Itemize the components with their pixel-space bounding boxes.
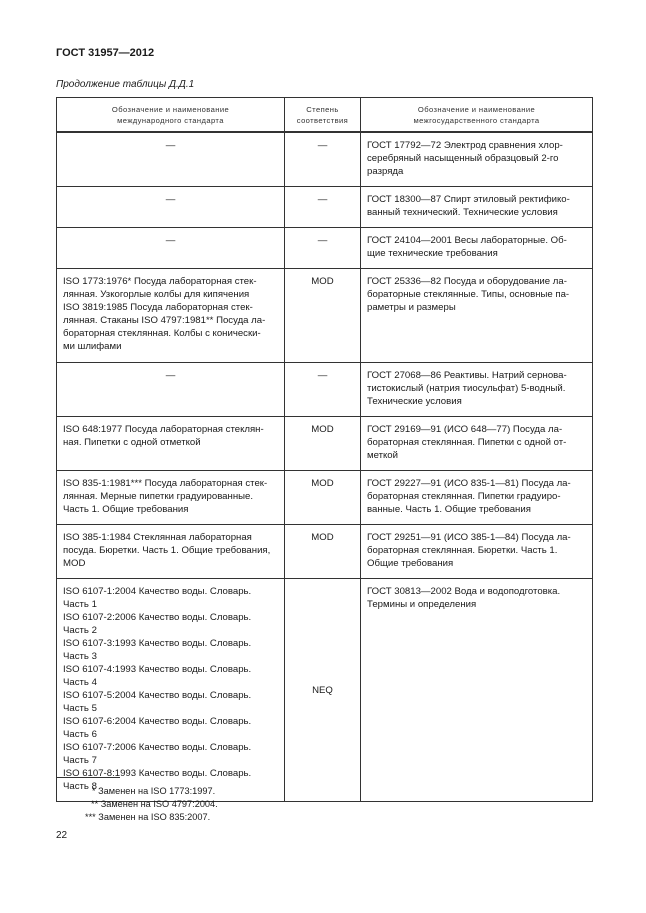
page-number: 22 [56,830,68,841]
cell-degree: — [285,187,361,228]
cell-degree: MOD [285,269,361,363]
cell-gost-standard: ГОСТ 29227—91 (ИСО 835-1—81) Посуда ла- бораторная стеклянная. Пипетки градуиро- ванные. Часть 1. Общие требования [361,471,593,525]
table-row [57,269,593,363]
footnote-2: ** Заменен на ISO 4797:2004. [91,799,218,809]
cell-intl-standard: ISO 648:1977 Посуда лабораторная стеклян- ная. Пипетки с одной отметкой [57,417,285,471]
cell-degree: — [285,228,361,269]
cell-intl-standard: ISO 385-1:1984 Стеклянная лабораторная посуда. Бюретки. Часть 1. Общие требования, MOD [57,525,285,579]
cell-intl-standard: ISO 1773:1976* Посуда лабораторная стек- лянная. Узкогорлые колбы для кипячения ISO 3819:1985 Посуда лабораторная стек- лянная. Стаканы ISO 4797:1981** Посуда ла- бораторная стеклянная. Колбы с конически- ми шлифами [57,269,285,363]
table-row [57,363,593,417]
page-header: ГОСТ 31957—2012 [56,47,155,59]
cell-gost-standard: ГОСТ 25336—82 Посуда и оборудование ла- бораторные стеклянные. Типы, основные па- раметры и размеры [361,269,593,363]
cell-intl-standard: — [57,363,285,417]
cell-degree: NEQ [285,579,361,802]
table-row [57,525,593,579]
table-row [57,579,593,802]
cell-gost-standard: ГОСТ 27068—86 Реактивы. Натрий сернова- тистокислый (натрия тиосульфат) 5-водный. Технические условия [361,363,593,417]
cell-gost-standard: ГОСТ 24104—2001 Весы лабораторные. Об- щие технические требования [361,228,593,269]
cell-intl-standard: ISO 835-1:1981*** Посуда лабораторная стек- лянная. Мерные пипетки градуированные. Часть 1. Общие требования [57,471,285,525]
standards-table [56,97,593,802]
table-row [57,471,593,525]
cell-degree: MOD [285,471,361,525]
table-header-row [57,98,593,133]
footnote-rule [56,777,120,778]
cell-intl-standard: — [57,228,285,269]
footnote-1: * Заменен на ISO 1773:1997. [92,786,216,796]
footnote-3: *** Заменен на ISO 835:2007. [85,812,211,822]
cell-degree: MOD [285,525,361,579]
cell-gost-standard: ГОСТ 17792—72 Электрод сравнения хлор- серебряный насыщенный образцовый 2-го разряда [361,132,593,187]
header-gost-standard: Обозначение и наименование межгосударственного стандарта [361,98,593,133]
table-row [57,228,593,269]
table-row [57,417,593,471]
cell-intl-standard: — [57,132,285,187]
cell-intl-standard: — [57,187,285,228]
cell-gost-standard: ГОСТ 29169—91 (ИСО 648—77) Посуда ла- бораторная стеклянная. Пипетки с одной от- меткой [361,417,593,471]
table-caption: Продолжение таблицы Д.Д.1 [56,79,195,90]
table-row [57,187,593,228]
header-intl-standard: Обозначение и наименование международного стандарта [57,98,285,133]
footnotes [56,785,218,824]
header-degree: Степень соответствия [285,98,361,133]
cell-gost-standard: ГОСТ 18300—87 Спирт этиловый ректифико- ванный технический. Технические условия [361,187,593,228]
cell-degree: — [285,132,361,187]
cell-degree: — [285,363,361,417]
table-row [57,132,593,187]
cell-gost-standard: ГОСТ 29251—91 (ИСО 385-1—84) Посуда ла- бораторная стеклянная. Бюретки. Часть 1. Общие требования [361,525,593,579]
cell-intl-standard: ISO 6107-1:2004 Качество воды. Словарь. Часть 1 ISO 6107-2:2006 Качество воды. Словарь. Часть 2 ISO 6107-3:1993 Качество воды. Словарь. Часть 3 ISO 6107-4:1993 Качество воды. Словарь. Часть 4 ISO 6107-5:2004 Качество воды. Словарь. Часть 5 ISO 6107-6:2004 Качество воды. Словарь. Часть 6 ISO 6107-7:2006 Качество воды. Словарь. Часть 7 ISO 6107-8:1993 Качество воды. Словарь. Часть 8 [57,579,285,802]
cell-gost-standard: ГОСТ 30813—2002 Вода и водоподготовка. Термины и определения [361,579,593,802]
cell-degree: MOD [285,417,361,471]
